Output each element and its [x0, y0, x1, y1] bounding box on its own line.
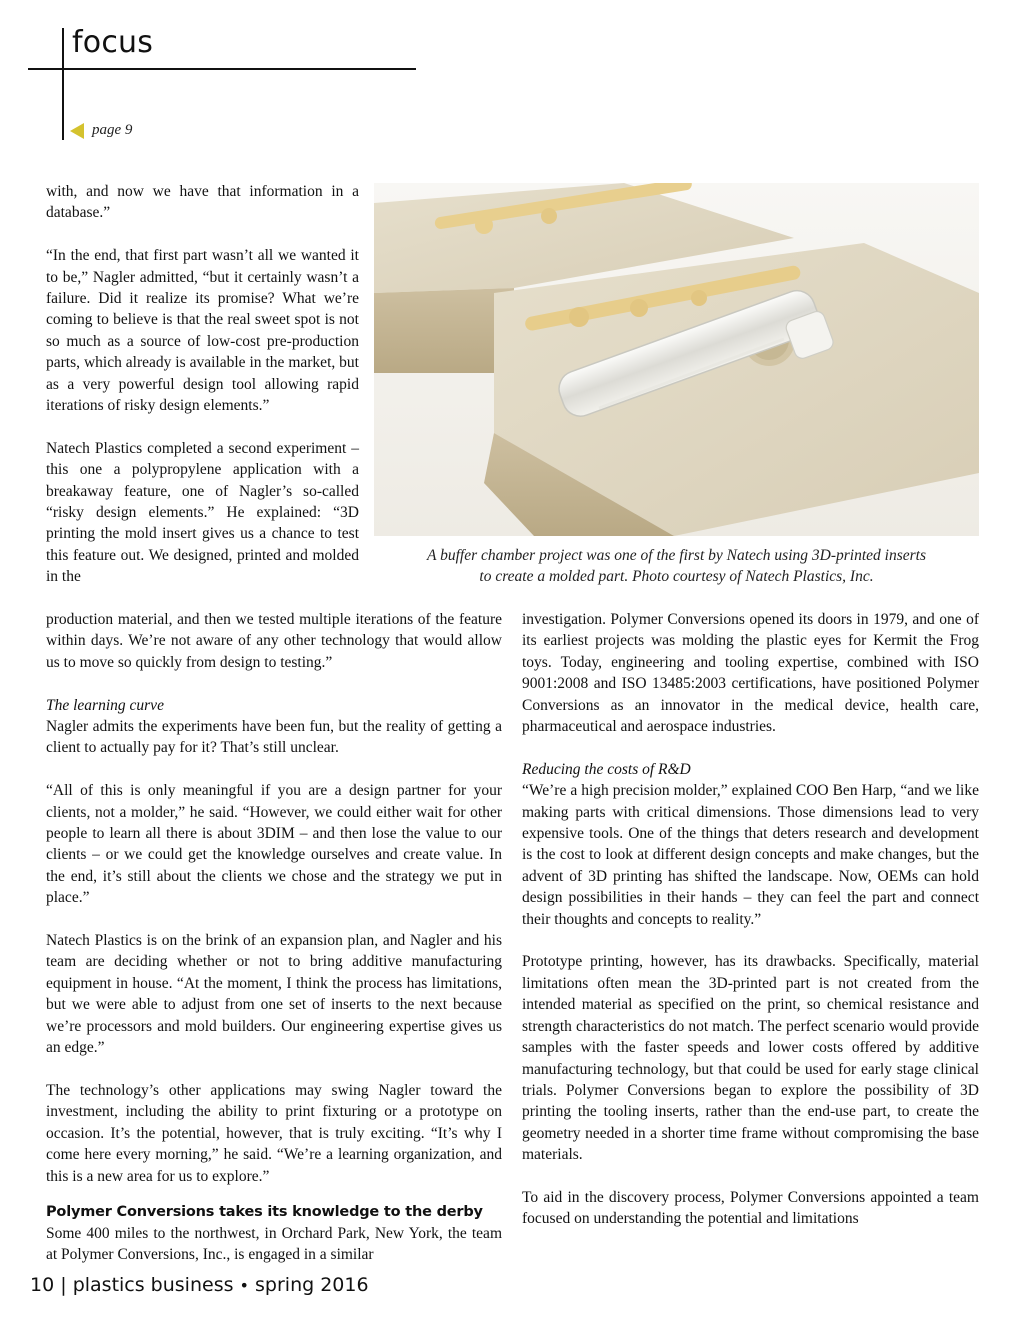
continued-from	[70, 122, 132, 139]
paragraph: with, and now we have that information in a database.”	[46, 183, 359, 222]
paragraph: To aid in the discovery process, Polymer Conversions appointed a team focused on understanding the potential and limitations	[522, 1188, 979, 1228]
column-1-bottom	[46, 609, 502, 1266]
subhead-learning-curve: The learning curve	[46, 696, 164, 714]
paragraph: The technology’s other applications may swing Nagler toward the investment, including the ability to print fixturing or a prototype on occasion. It’s the potential, however, that is truly exciting. “It’s why I come here every morning,” he said. “We’re a learning organization, and this is a new area for us to explore.”	[46, 1081, 502, 1185]
paragraph: “We’re a high precision molder,” explained COO Ben Harp, “and we like making parts with critical dimensions. Those dimensions lead to very expensive tools. One of the things that deters research and development is the cost to look at different design concepts and make changes, but the advent of 3D printing has shifted the landscape. Now, OEMs can hold design possibilities in their hands – they can feel the part and connect their thoughts and concepts to reality.”	[522, 782, 979, 928]
paragraph: Natech Plastics is on the brink of an expansion plan, and Nagler and his team are deciding whether or not to bring additive manufacturing equipment in house. “At the moment, I think the process has limitations, but we were able to adjust from one set of inserts to the next because we’re processors and mold builders. Our engineering expertise gives us an edge.”	[46, 932, 502, 1057]
article-photo	[374, 183, 979, 536]
bullet-icon: •	[239, 1276, 249, 1295]
arrow-left-icon	[70, 123, 84, 139]
subhead-reducing-costs: Reducing the costs of R&D	[522, 760, 691, 778]
footer-separator: |	[60, 1274, 67, 1296]
paragraph: Some 400 miles to the northwest, in Orchard Park, New York, the team at Polymer Conversions, Inc., is engaged in a similar	[46, 1224, 502, 1264]
column-2	[522, 609, 979, 1230]
paragraph: Natech Plastics completed a second experiment – this one a polypropylene application with a breakaway feature, one of Nagler’s so-called “risky design elements.” He explained: “3D printing the mold insert gives us a chance to test this feature out. We designed, printed and molded in the	[46, 439, 359, 586]
issue-date: spring 2016	[255, 1274, 369, 1296]
column-1-top	[46, 181, 359, 588]
publication-name: plastics business	[72, 1274, 234, 1296]
paragraph: investigation. Polymer Conversions opened its doors in 1979, and one of its earliest projects was molding the plastic eyes for Kermit the Frog toys. Today, engineering and tooling expertise, combined with ISO 9001:2008 and ISO 13485:2003 certifications, have positioned Polymer Conversions as an innovator in the medical device, health care, pharmaceutical and aerospace industries.	[522, 611, 979, 736]
header-horizontal-rule	[28, 68, 416, 70]
continued-from-text: page 9	[92, 122, 133, 138]
photo-caption	[374, 545, 979, 587]
header-vertical-rule	[62, 28, 64, 140]
paragraph: “All of this is only meaningful if you are a design partner for your clients, not a molder,” he said. “However, we could either wait for other people to learn all there is about 3DIM – and then lose the value to our clients – or we could get the knowledge ourselves and create value. In the end, it’s still about the clients we chose and the strategy we put in place.”	[46, 782, 502, 907]
page-number: 10	[30, 1274, 55, 1296]
paragraph: production material, and then we tested multiple iterations of the feature within days. We’re not aware of any other technology that would allow us to move so quickly from design to testing.”	[46, 611, 502, 671]
section-label: focus	[72, 25, 154, 60]
paragraph: Nagler admits the experiments have been fun, but the reality of getting a client to actually pay for it? That’s still unclear.	[46, 718, 502, 757]
paragraph: “In the end, that first part wasn’t all we wanted it to be,” Nagler admitted, “but it certainly wasn’t a failure. Did it realize its promise? What we’re coming to believe is that the real sweet spot is not so much as a source of low-cost pre-production parts, which already is available in the market, but as a very powerful design tool allowing rapid iterations of risky design elements.”	[46, 247, 359, 415]
page-footer	[30, 1274, 369, 1296]
paragraph: Prototype printing, however, has its drawbacks. Specifically, material limitations often mean the 3D-printed part is not created from the intended material as specified on the print, so chemical resistance and strength characteristics do not match. The perfect scenario would provide samples with the faster speeds and lower costs offered by additive manufacturing technology, but that could be used for early stage clinical trials. Polymer Conversions began to explore the possibility of 3D printing the tooling inserts, rather than the end-use part, to create the geometry needed in a shorter time frame without compromising the base materials.	[522, 953, 979, 1164]
caption-line-1: A buffer chamber project was one of the first by Natech using 3D-printed inserts	[427, 547, 926, 564]
caption-line-2: to create a molded part. Photo courtesy of Natech Plastics, Inc.	[479, 568, 874, 585]
subhead-polymer-conversions: Polymer Conversions takes its knowledge to the derby	[46, 1203, 483, 1220]
